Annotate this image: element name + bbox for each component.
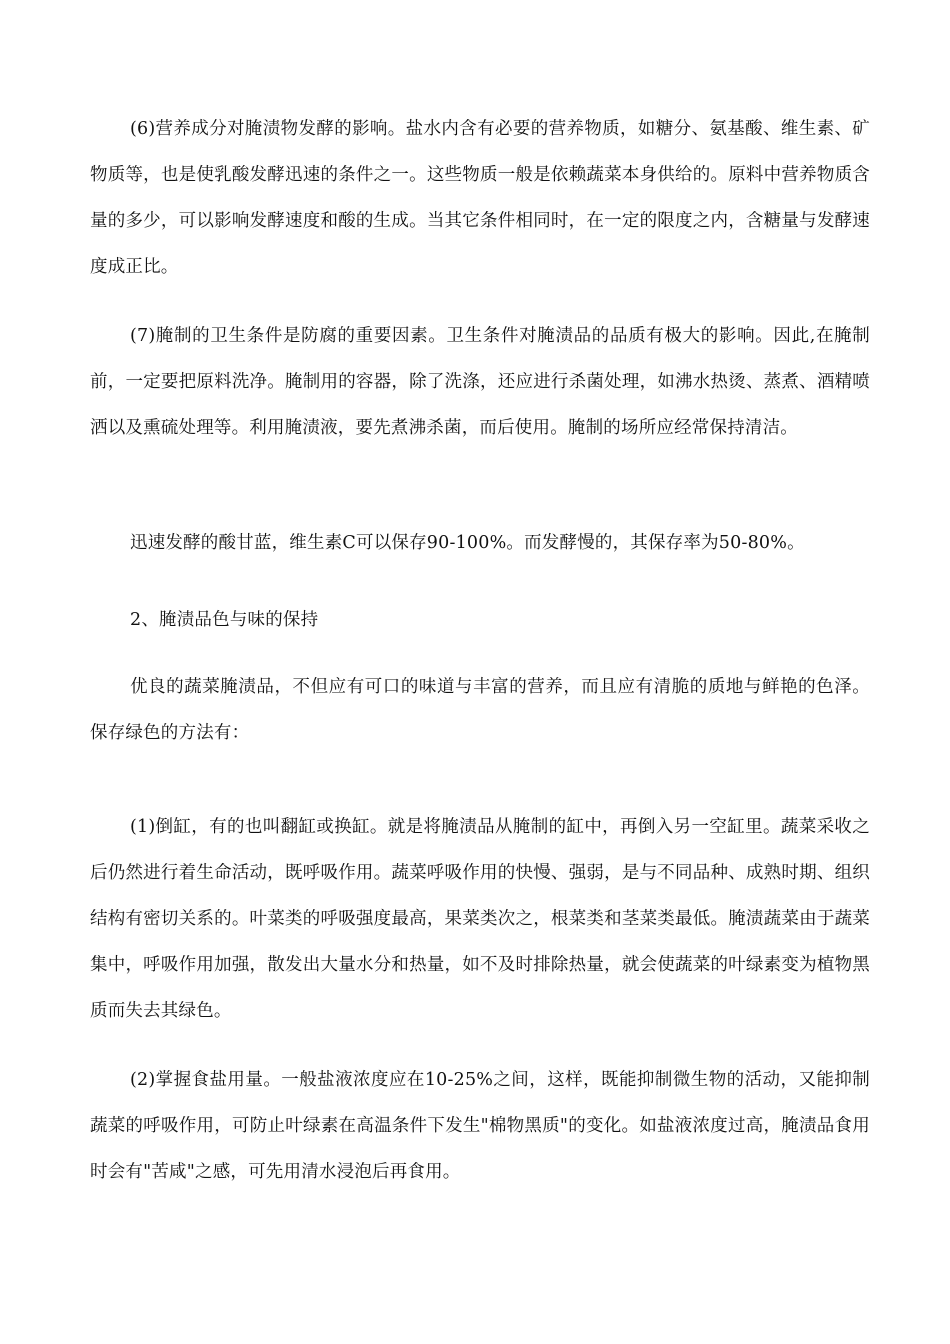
paragraph-hygiene-conditions: (7)腌制的卫生条件是防腐的重要因素。卫生条件对腌渍品的品质有极大的影响。因此,在腌制前，一定要把原料洗净。腌制用的容器，除了洗涤，还应进行杀菌处理，如沸水热烫、蒸煮、酒精喷洒以及熏硫处理等。利用腌渍液，要先煮沸杀菌，而后使用。腌制的场所应经常保持清洁。 — [90, 326, 870, 438]
paragraph-quality-intro: 优良的蔬菜腌渍品，不但应有可口的味道与丰富的营养，而且应有清脆的质地与鲜艳的色泽。保存绿色的方法有： — [90, 677, 870, 743]
paragraph-vat-turning: (1)倒缸，有的也叫翻缸或换缸。就是将腌渍品从腌制的缸中，再倒入另一空缸里。蔬菜采收之后仍然进行着生命活动，既呼吸作用。蔬菜呼吸作用的快慢、强弱，是与不同品种、成熟时期、组织结构有密切关系的。叶菜类的呼吸强度最高，果菜类次之，根菜类和茎菜类最低。腌渍蔬菜由于蔬菜集中，呼吸作用加强，散发出大量水分和热量，如不及时排除热量，就会使蔬菜的叶绿素变为植物黑质而失去其绿色。 — [90, 817, 870, 1021]
section-heading-color-taste: 2、腌渍品色与味的保持 — [130, 610, 319, 630]
paragraph-salt-dosage: (2)掌握食盐用量。一般盐液浓度应在10-25%之间，这样，既能抑制微生物的活动，又能抑制蔬菜的呼吸作用，可防止叶绿素在高温条件下发生"棉物黑质"的变化。如盐液浓度过高，腌渍品食用时会有"苦咸"之感，可先用清水浸泡后再食用。 — [90, 1070, 870, 1182]
paragraph-vitamin-c: 迅速发酵的酸甘蓝，维生素C可以保存90-100%。而发酵慢的，其保存率为50-80%。 — [130, 533, 805, 553]
paragraph-nutrition-effect: (6)营养成分对腌渍物发酵的影响。盐水内含有必要的营养物质，如糖分、氨基酸、维生素、矿物质等，也是使乳酸发酵迅速的条件之一。这些物质一般是依赖蔬菜本身供给的。原料中营养物质含量的多少，可以影响发酵速度和酸的生成。当其它条件相同时，在一定的限度之内，含糖量与发酵速度成正比。 — [90, 119, 870, 277]
